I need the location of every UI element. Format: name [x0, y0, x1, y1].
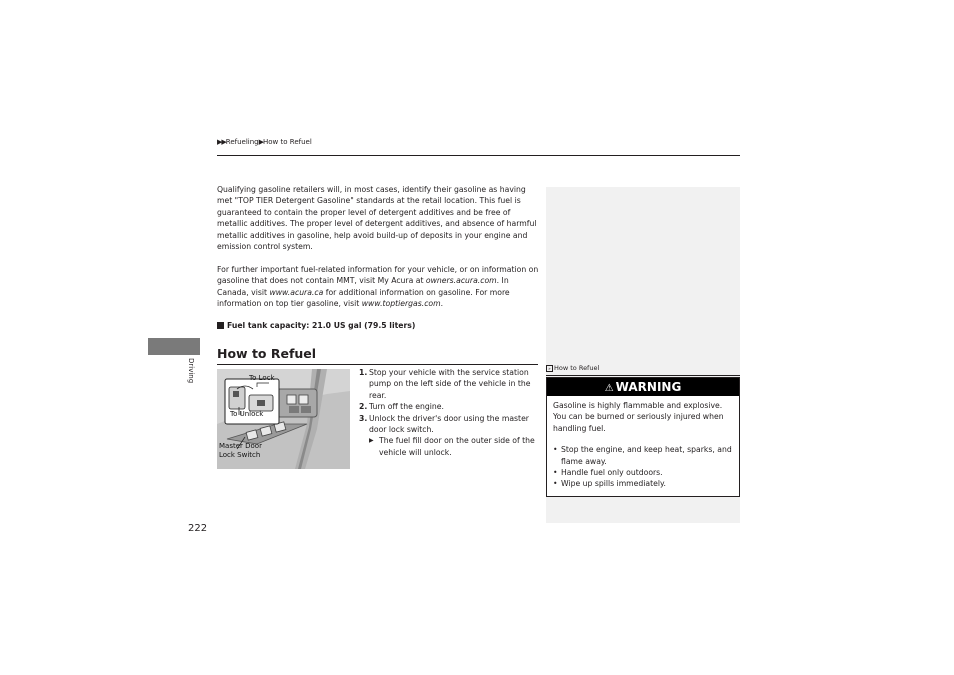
breadcrumb-separator-icon: ▶: [258, 138, 264, 146]
master-door-lock-figure: [217, 369, 350, 469]
step-number: 2.: [359, 402, 368, 412]
warning-header: [547, 378, 739, 396]
chapter-tab-label: Driving: [187, 358, 195, 384]
link-toptiergas[interactable]: www.toptiergas.com: [361, 299, 441, 309]
label-master-switch-line1: Master Door: [219, 442, 262, 450]
paragraph-fuel-info-text-3: for additional information on gasoline. For more information on top tier gasoline, visit: [217, 287, 510, 309]
fuel-capacity: [217, 321, 415, 330]
square-bullet-icon: [217, 322, 224, 329]
label-to-unlock: To Unlock: [230, 410, 264, 418]
chapter-tab: [148, 338, 200, 355]
warning-intro: Gasoline is highly flammable and explosive. You can be burned or seriously injured when handling fuel.: [553, 401, 724, 433]
step-item: [359, 413, 537, 436]
warning-body: [547, 396, 739, 490]
warning-bullet: • Handle fuel only outdoors.: [553, 467, 733, 478]
breadcrumb: [217, 138, 312, 146]
warning-bullet: • Stop the engine, and keep heat, sparks, and flame away.: [553, 444, 733, 467]
link-owners-acura[interactable]: owners.acura.com: [425, 276, 497, 286]
link-acura-ca[interactable]: www.acura.ca: [269, 287, 324, 297]
sidebar-reference: [546, 364, 599, 372]
step-note-text: The fuel fill door on the outer side of the vehicle will unlock.: [379, 436, 535, 457]
label-master-switch-line2: Lock Switch: [219, 451, 261, 459]
header-divider: [217, 155, 740, 156]
step-item: [359, 367, 537, 401]
sidebar-reference-title: How to Refuel: [554, 364, 600, 372]
section-title: How to Refuel: [217, 346, 317, 361]
fuel-capacity-text: Fuel tank capacity: 21.0 US gal (79.5 liters): [227, 321, 416, 330]
step-number: 3.: [359, 413, 368, 423]
refuel-steps: [359, 367, 537, 458]
warning-list: [553, 444, 733, 490]
paragraph-fuel-info-end: .: [440, 299, 444, 309]
label-to-lock: To Lock: [249, 374, 275, 382]
page-number: 222: [188, 523, 208, 534]
step-number: 1.: [359, 368, 368, 377]
paragraph-fuel-info-text-2: . In Canada, visit: [217, 276, 509, 297]
warning-box: [546, 377, 740, 497]
triangle-arrow-icon: ▶: [369, 437, 374, 445]
warning-bullet: • Wipe up spills immediately.: [553, 478, 733, 489]
paragraph-top-tier: Qualifying gasoline retailers will, in most cases, identify their gasoline as having met "TOP TIER Detergent Gasoline" standards at the retail location. This fuel is guaranteed to contain the proper level of detergent additives and be free of metallic additives. The proper level of detergent additives, and absence of harmful metallic additives in gasoline, help avoid build-up of deposits in your engine and emission control system.: [217, 185, 537, 252]
sidebar-divider: [546, 375, 740, 376]
warning-triangle-icon: ⚠: [604, 383, 614, 394]
step-text: Unlock the driver's door using the master door lock switch.: [369, 413, 529, 435]
step-note: [359, 435, 537, 458]
section-divider: [217, 364, 538, 365]
paragraph-fuel-info: [217, 264, 542, 310]
body-text: [217, 184, 542, 321]
step-text: Stop your vehicle with the service station pump on the left side of the vehicle in the rear.: [369, 368, 531, 400]
paragraph-fuel-info-text-1: For further important fuel-related information for your vehicle, or on information on gasoline that does not contain MMT, visit My Acura at: [217, 264, 539, 286]
breadcrumb-arrow-icon: ▶▶: [217, 138, 226, 146]
breadcrumb-section[interactable]: Refueling: [225, 138, 259, 146]
breadcrumb-page: How to Refuel: [263, 138, 312, 146]
reference-icon: »: [546, 365, 553, 372]
warning-heading: WARNING: [615, 380, 682, 394]
step-item: [359, 401, 537, 412]
step-text: Turn off the engine.: [369, 402, 444, 412]
